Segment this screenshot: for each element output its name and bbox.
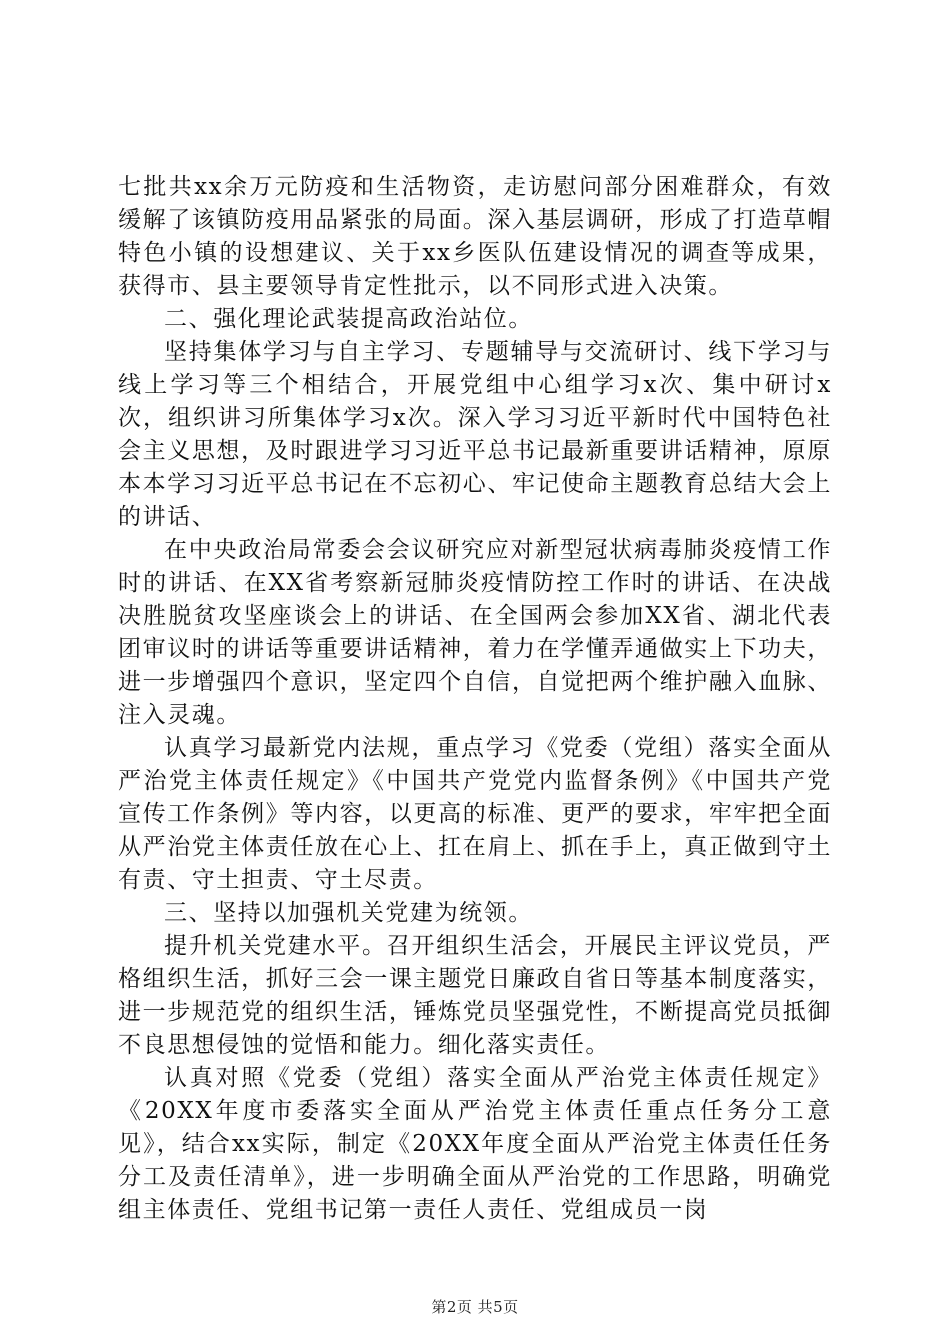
paragraph: 认真学习最新党内法规，重点学习《党委（党组）落实全面从严治党主体责任规定》《中国共产党党内监督条例》《中国共产党宣传工作条例》等内容，以更高的标准、更严的要求，牢牢把全面从严治党主体责任放在心上、扛在肩上、抓在手上，真正做到守土有责、守土担责、守土尽责。 (118, 735, 832, 893)
paragraph: 七批共xx余万元防疫和生活物资，走访慰问部分困难群众，有效缓解了该镇防疫用品紧张的局面。深入基层调研，形成了打造草帽特色小镇的设想建议、关于xx乡医队伍建设情况的调查等成果，获得市、县主要领导肯定性批示，以不同形式进入决策。 (118, 174, 832, 299)
paragraph: 提升机关党建水平。召开组织生活会，开展民主评议党员，严格组织生活，抓好三会一课主题党日廉政自省日等基本制度落实，进一步规范党的组织生活，锤炼党员坚强党性，不断提高党员抵御不良思想侵蚀的觉悟和能力。细化落实责任。 (118, 933, 832, 1058)
paragraph: 在中央政治局常委会会议研究应对新型冠状病毒肺炎疫情工作时的讲话、在XX省考察新冠肺炎疫情防控工作时的讲话、在决战决胜脱贫攻坚座谈会上的讲话、在全国两会参加XX省、湖北代表团审议时的讲话等重要讲话精神，着力在学懂弄通做实上下功夫，进一步增强四个意识，坚定四个自信，自觉把两个维护融入血脉、注入灵魂。 (118, 537, 832, 728)
document-body (118, 171, 832, 1227)
page-footer (0, 1296, 950, 1317)
section-heading: 三、坚持以加强机关党建为统领。 (164, 900, 533, 926)
page-number: 第2页 共5页 (431, 1298, 519, 1316)
paragraph: 认真对照《党委（党组）落实全面从严治党主体责任规定》《20XX年度市委落实全面从严治党主体责任重点任务分工意见》，结合xx实际，制定《20XX年度全面从严治党主体责任任务分工及责任清单》，进一步明确全面从严治党的工作思路，明确党组主体责任、党组书记第一责任人责任、党组成员一岗 (118, 1065, 832, 1223)
section-heading: 二、强化理论武装提高政治站位。 (164, 306, 533, 332)
paragraph: 坚持集体学习与自主学习、专题辅导与交流研讨、线下学习与线上学习等三个相结合，开展党组中心组学习x次、集中研讨x次，组织讲习所集体学习x次。深入学习习近平新时代中国特色社会主义思想，及时跟进学习习近平总书记最新重要讲话精神，原原本本学习习近平总书记在不忘初心、牢记使命主题教育总结大会上的讲话、 (118, 339, 832, 530)
